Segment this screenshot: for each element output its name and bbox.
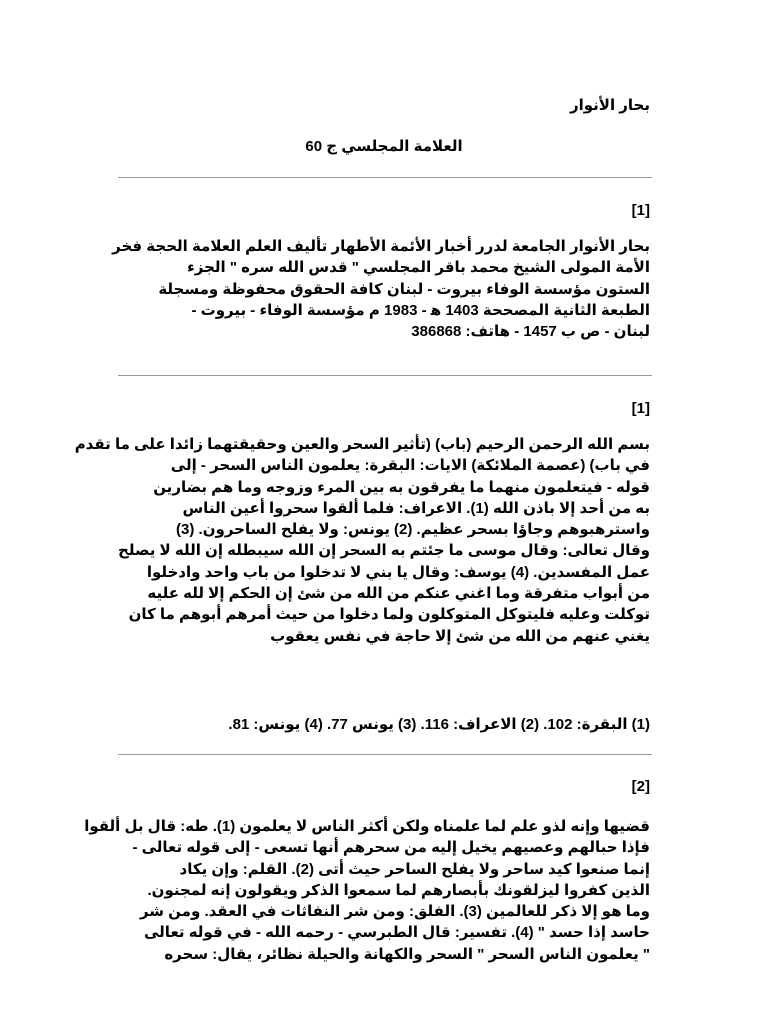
body-paragraph <box>84 816 650 965</box>
page-number: [1] <box>631 400 650 417</box>
divider <box>118 375 652 376</box>
footnote <box>116 714 650 736</box>
page-number: [2] <box>631 778 650 795</box>
text-line: قوله - فيتعلمون منهما ما يفرقون به بين المرء وزوجه وما هم بضارين <box>153 478 650 496</box>
text-line: عمل المفسدين. (4) يوسف: وقال يا بني لا تدخلوا من باب واحد وادخلوا <box>146 563 650 581</box>
page-number: [1] <box>631 202 650 219</box>
text-line: إنما صنعوا كيد ساحر ولا يفلح الساحر حيث أتى (2). القلم: وإن يكاد <box>179 860 650 878</box>
text-line: قضيها وإنه لذو علم لما علمناه ولكن أكثر الناس لا يعلمون (1). طه: قال بل ألقوا <box>84 818 650 835</box>
text-line: في باب) (عصمة الملائكة) الايات: البقرة: يعلمون الناس السحر - إلى <box>170 457 650 475</box>
body-paragraph <box>74 434 650 647</box>
publication-info-paragraph <box>112 236 650 342</box>
text-line: حاسد إذا حسد " (4). تفسير: قال الطبرسي - رحمه الله - في قوله تعالى <box>144 924 650 942</box>
text-line: الستون مؤسسة الوفاء بيروت - لبنان كافة الحقوق محفوظة ومسجلة <box>158 280 650 298</box>
text-line: فإذا حبالهم وعصيهم يخيل إليه من سحرهم أنها تسعى - إلى قوله تعالى - <box>132 839 650 857</box>
text-line: وما هو إلا ذكر للعالمين (3). الفلق: ومن شر النفاثات في العقد. ومن شر <box>139 903 650 921</box>
divider <box>118 177 652 178</box>
text-line: الأمة المولى الشيخ محمد باقر المجلسي " قدس الله سره " الجزء <box>187 259 650 277</box>
text-line: يغني عنهم من الله من شئ إلا حاجة في نفس يعقوب <box>270 627 650 645</box>
divider <box>118 754 652 755</box>
text-line: " يعلمون الناس السحر " السحر والكهانة والحيلة نظائر، يقال: سحره <box>164 945 650 963</box>
text-line: لبنان - ص ب 1457 - هاتف: 386868 <box>411 323 650 341</box>
text-line: به من أحد إلا باذن الله (1). الاعراف: فلما ألقوا سحروا أعين الناس <box>182 499 650 517</box>
text-line: بحار الأنوار الجامعة لدرر أخبار الأئمة الأطهار تأليف العلم العلامة الحجة فخر <box>112 238 650 255</box>
text-line: الذين كفروا ليزلقونك بأبصارهم لما سمعوا الذكر ويقولون إنه لمجنون. <box>147 881 650 899</box>
text-line: الطبعة الثانية المصححة 1403 ه‍ - 1983 م مؤسسة الوفاء - بيروت - <box>191 301 650 319</box>
text-line: بسم الله الرحمن الرحيم (باب) (تأثير السحر والعين وحقيقتهما زائدا على ما تقدم <box>74 436 650 453</box>
author-volume-title: العلامة المجلسي ج 60 <box>305 138 463 155</box>
text-line: واسترهبوهم وجاؤا بسحر عظيم. (2) يونس: ولا يفلح الساحرون. (3) <box>176 521 650 539</box>
text-line: من أبواب متفرقة وما اغني عنكم من الله من شئ إن الحكم إلا لله عليه <box>147 585 650 603</box>
book-title: بحار الأنوار <box>569 97 650 114</box>
footnote-line: (1) البقرة: 102. (2) الاعراف: 116. (3) يونس 77. (4) يونس: 81. <box>228 716 650 733</box>
text-line: وقال تعالى: وقال موسى ما جئتم به السحر إن الله سيبطله إن الله لا يصلح <box>118 542 650 560</box>
text-line: توكلت وعليه فليتوكل المتوكلون ولما دخلوا من حيث أمرهم أبوهم ما كان <box>128 606 650 624</box>
